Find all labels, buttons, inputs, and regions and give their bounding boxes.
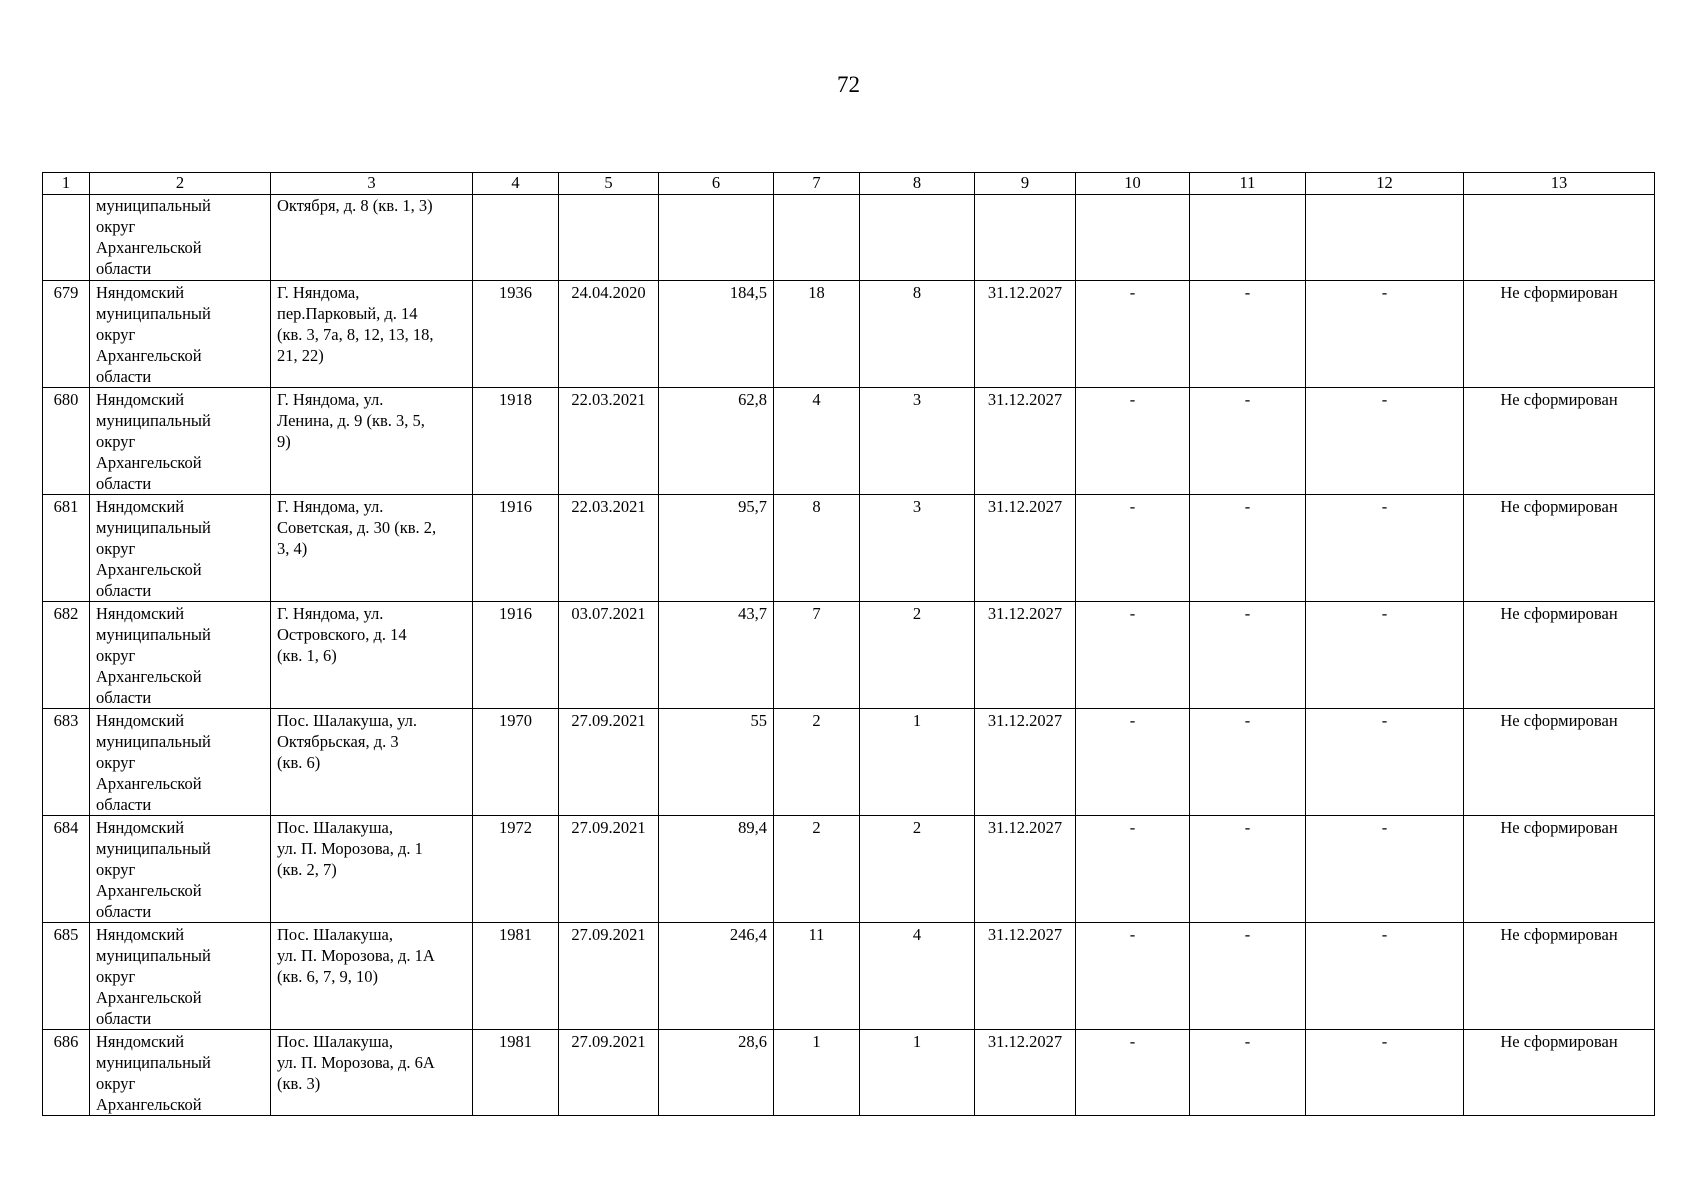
column-header-7: 7 [774,173,860,195]
cell-number: 680 [43,388,90,495]
cell-municipality [90,709,271,816]
cell-municipality-line: области [96,367,152,386]
cell-municipality-line: муниципальный [96,946,211,965]
cell-municipality-line: муниципальный [96,196,211,215]
cell-municipality-line: муниципальный [96,839,211,858]
cell-address-line: ул. П. Морозова, д. 6А [277,1053,435,1072]
cell-empty [860,195,975,281]
column-header-10: 10 [1076,173,1190,195]
housing-registry-table [42,172,1655,1116]
cell-year: 1936 [473,281,559,388]
cell-area: 246,4 [659,923,774,1030]
cell-address-line: 9) [277,432,291,451]
cell-date: 03.07.2021 [559,602,659,709]
cell-address-line: (кв. 1, 6) [277,646,337,665]
cell-deadline: 31.12.2027 [975,281,1076,388]
cell-number: 679 [43,281,90,388]
cell-col11: - [1190,816,1306,923]
cell-col11: - [1190,602,1306,709]
cell-year: 1916 [473,495,559,602]
cell-year: 1972 [473,816,559,923]
cell-municipality [90,281,271,388]
cell-col12: - [1306,602,1464,709]
cell-col7: 4 [774,388,860,495]
cell-date: 27.09.2021 [559,923,659,1030]
cell-deadline: 31.12.2027 [975,602,1076,709]
cell-address [271,923,473,1030]
table-body [43,195,1655,1116]
cell-municipality-line: Няндомский [96,390,185,409]
cell-col8: 4 [860,923,975,1030]
cell-area: 62,8 [659,388,774,495]
cell-area: 28,6 [659,1030,774,1116]
cell-municipality [90,495,271,602]
column-header-5: 5 [559,173,659,195]
cell-address-line: Пос. Шалакуша, [277,925,394,944]
cell-address-line: (кв. 6) [277,753,321,772]
cell-municipality-line: муниципальный [96,304,211,323]
cell-status: Не сформирован [1464,1030,1655,1116]
cell-address-line: Г. Няндома, ул. [277,604,384,623]
table-row [43,495,1655,602]
cell-address-line: Октябрьская, д. 3 [277,732,399,751]
cell-address-line: ул. П. Морозова, д. 1А [277,946,435,965]
cell-municipality-line: Няндомский [96,283,185,302]
cell-col11: - [1190,709,1306,816]
cell-empty [1306,195,1464,281]
cell-col7: 11 [774,923,860,1030]
cell-status: Не сформирован [1464,602,1655,709]
cell-address-line: 21, 22) [277,346,324,365]
cell-municipality-line: округ [96,1074,136,1093]
cell-municipality-line: Архангельской [96,988,202,1007]
cell-date: 22.03.2021 [559,388,659,495]
cell-deadline: 31.12.2027 [975,1030,1076,1116]
cell-deadline: 31.12.2027 [975,709,1076,816]
cell-address-line: Октября, д. 8 (кв. 1, 3) [277,196,433,215]
cell-col11: - [1190,495,1306,602]
cell-year: 1916 [473,602,559,709]
column-header-13: 13 [1464,173,1655,195]
cell-col7: 18 [774,281,860,388]
column-header-6: 6 [659,173,774,195]
cell-col8: 3 [860,388,975,495]
header-row [43,173,1655,195]
cell-col8: 8 [860,281,975,388]
cell-year: 1981 [473,923,559,1030]
cell-municipality-line: области [96,902,152,921]
cell-col12: - [1306,1030,1464,1116]
table-row [43,602,1655,709]
cell-address-line: Ленина, д. 9 (кв. 3, 5, [277,411,425,430]
column-header-2: 2 [90,173,271,195]
cell-area: 89,4 [659,816,774,923]
cell-status: Не сформирован [1464,281,1655,388]
cell-status: Не сформирован [1464,388,1655,495]
table-row [43,388,1655,495]
cell-address [271,816,473,923]
cell-year: 1918 [473,388,559,495]
cell-municipality-line: муниципальный [96,411,211,430]
column-header-4: 4 [473,173,559,195]
cell-empty [1076,195,1190,281]
cell-municipality [90,602,271,709]
table-row [43,816,1655,923]
cell-municipality-line: Архангельской [96,453,202,472]
cell-empty [774,195,860,281]
column-header-11: 11 [1190,173,1306,195]
table-row [43,1030,1655,1116]
cell-empty [1190,195,1306,281]
cell-number: 686 [43,1030,90,1116]
cell-deadline: 31.12.2027 [975,495,1076,602]
cell-col12: - [1306,923,1464,1030]
table-row [43,709,1655,816]
cell-municipality-line: Архангельской [96,667,202,686]
cell-col12: - [1306,709,1464,816]
cell-address-line: Г. Няндома, ул. [277,497,384,516]
cell-municipality-line: округ [96,539,136,558]
column-header-12: 12 [1306,173,1464,195]
cell-municipality-line: области [96,795,152,814]
cell-municipality-line: Няндомский [96,604,185,623]
cell-municipality-line: области [96,474,152,493]
cell-address-line: ул. П. Морозова, д. 1 [277,839,423,858]
cell-municipality-line: округ [96,432,136,451]
cell-municipality-line: Архангельской [96,560,202,579]
cell-address-line: Пос. Шалакуша, [277,818,394,837]
cell-col10: - [1076,495,1190,602]
cell-col10: - [1076,923,1190,1030]
cell-status: Не сформирован [1464,923,1655,1030]
column-header-9: 9 [975,173,1076,195]
cell-municipality-line: Архангельской [96,1095,202,1114]
table-row [43,923,1655,1030]
cell-municipality-line: области [96,581,152,600]
cell-address [271,195,473,281]
cell-empty [1464,195,1655,281]
cell-municipality-line: области [96,1009,152,1028]
cell-status: Не сформирован [1464,495,1655,602]
cell-address-line: (кв. 6, 7, 9, 10) [277,967,379,986]
cell-municipality-line: округ [96,860,136,879]
cell-col11: - [1190,388,1306,495]
cell-col8: 1 [860,1030,975,1116]
cell-municipality-line: области [96,259,152,278]
cell-date: 27.09.2021 [559,816,659,923]
cell-col11: - [1190,1030,1306,1116]
cell-col7: 1 [774,1030,860,1116]
cell-address-line: Островского, д. 14 [277,625,407,644]
column-header-1: 1 [43,173,90,195]
cell-col11: - [1190,281,1306,388]
cell-address [271,281,473,388]
cell-empty [559,195,659,281]
cell-municipality-line: округ [96,753,136,772]
cell-col7: 8 [774,495,860,602]
cell-municipality-line: Архангельской [96,238,202,257]
cell-municipality [90,816,271,923]
cell-col11: - [1190,923,1306,1030]
cell-col10: - [1076,388,1190,495]
cell-year: 1981 [473,1030,559,1116]
cell-col12: - [1306,816,1464,923]
cell-col12: - [1306,495,1464,602]
cell-area: 184,5 [659,281,774,388]
cell-col8: 2 [860,816,975,923]
cell-col10: - [1076,602,1190,709]
cell-municipality [90,195,271,281]
cell-address [271,388,473,495]
cell-address [271,709,473,816]
cell-col10: - [1076,1030,1190,1116]
cell-date: 27.09.2021 [559,709,659,816]
cell-municipality-line: Няндомский [96,818,185,837]
cell-municipality [90,923,271,1030]
cell-col8: 2 [860,602,975,709]
cell-year: 1970 [473,709,559,816]
cell-municipality [90,1030,271,1116]
cell-municipality-line: Няндомский [96,497,185,516]
cell-empty [659,195,774,281]
cell-municipality-line: округ [96,967,136,986]
cell-number [43,195,90,281]
cell-address [271,602,473,709]
cell-address-line: пер.Парковый, д. 14 [277,304,418,323]
page-number: 72 [837,72,860,97]
cell-municipality-line: округ [96,646,136,665]
cell-number: 682 [43,602,90,709]
cell-col7: 2 [774,816,860,923]
cell-col8: 1 [860,709,975,816]
cell-address [271,1030,473,1116]
cell-address-line: Советская, д. 30 (кв. 2, [277,518,437,537]
cell-address-line: Г. Няндома, [277,283,360,302]
cell-number: 684 [43,816,90,923]
cell-col8: 3 [860,495,975,602]
cell-address-line: (кв. 3) [277,1074,321,1093]
cell-deadline: 31.12.2027 [975,923,1076,1030]
column-header-8: 8 [860,173,975,195]
cell-municipality-line: Няндомский [96,711,185,730]
cell-col7: 7 [774,602,860,709]
cell-address [271,495,473,602]
cell-col12: - [1306,281,1464,388]
cell-municipality [90,388,271,495]
cell-address-line: Г. Няндома, ул. [277,390,384,409]
cell-municipality-line: Няндомский [96,1032,185,1051]
cell-empty [975,195,1076,281]
cell-municipality-line: области [96,688,152,707]
cell-col12: - [1306,388,1464,495]
cell-municipality-line: Архангельской [96,774,202,793]
table-row [43,281,1655,388]
cell-address-line: 3, 4) [277,539,308,558]
cell-col10: - [1076,816,1190,923]
column-header-3: 3 [271,173,473,195]
cell-number: 685 [43,923,90,1030]
cell-number: 683 [43,709,90,816]
cell-col7: 2 [774,709,860,816]
cell-col10: - [1076,709,1190,816]
cell-municipality-line: муниципальный [96,518,211,537]
cell-municipality-line: округ [96,325,136,344]
cell-number: 681 [43,495,90,602]
cell-area: 55 [659,709,774,816]
cell-col10: - [1076,281,1190,388]
cell-deadline: 31.12.2027 [975,388,1076,495]
cell-area: 43,7 [659,602,774,709]
cell-municipality-line: Архангельской [96,346,202,365]
cell-municipality-line: Архангельской [96,881,202,900]
cell-municipality-line: муниципальный [96,732,211,751]
cell-status: Не сформирован [1464,709,1655,816]
cell-area: 95,7 [659,495,774,602]
cell-status: Не сформирован [1464,816,1655,923]
table-row-continuation [43,195,1655,281]
cell-municipality-line: муниципальный [96,625,211,644]
cell-municipality-line: муниципальный [96,1053,211,1072]
cell-address-line: Пос. Шалакуша, [277,1032,394,1051]
cell-deadline: 31.12.2027 [975,816,1076,923]
cell-address-line: (кв. 2, 7) [277,860,337,879]
cell-municipality-line: Няндомский [96,925,185,944]
cell-date: 27.09.2021 [559,1030,659,1116]
cell-address-line: Пос. Шалакуша, ул. [277,711,418,730]
cell-empty [473,195,559,281]
cell-municipality-line: округ [96,217,136,236]
cell-date: 22.03.2021 [559,495,659,602]
cell-address-line: (кв. 3, 7а, 8, 12, 13, 18, [277,325,434,344]
cell-date: 24.04.2020 [559,281,659,388]
